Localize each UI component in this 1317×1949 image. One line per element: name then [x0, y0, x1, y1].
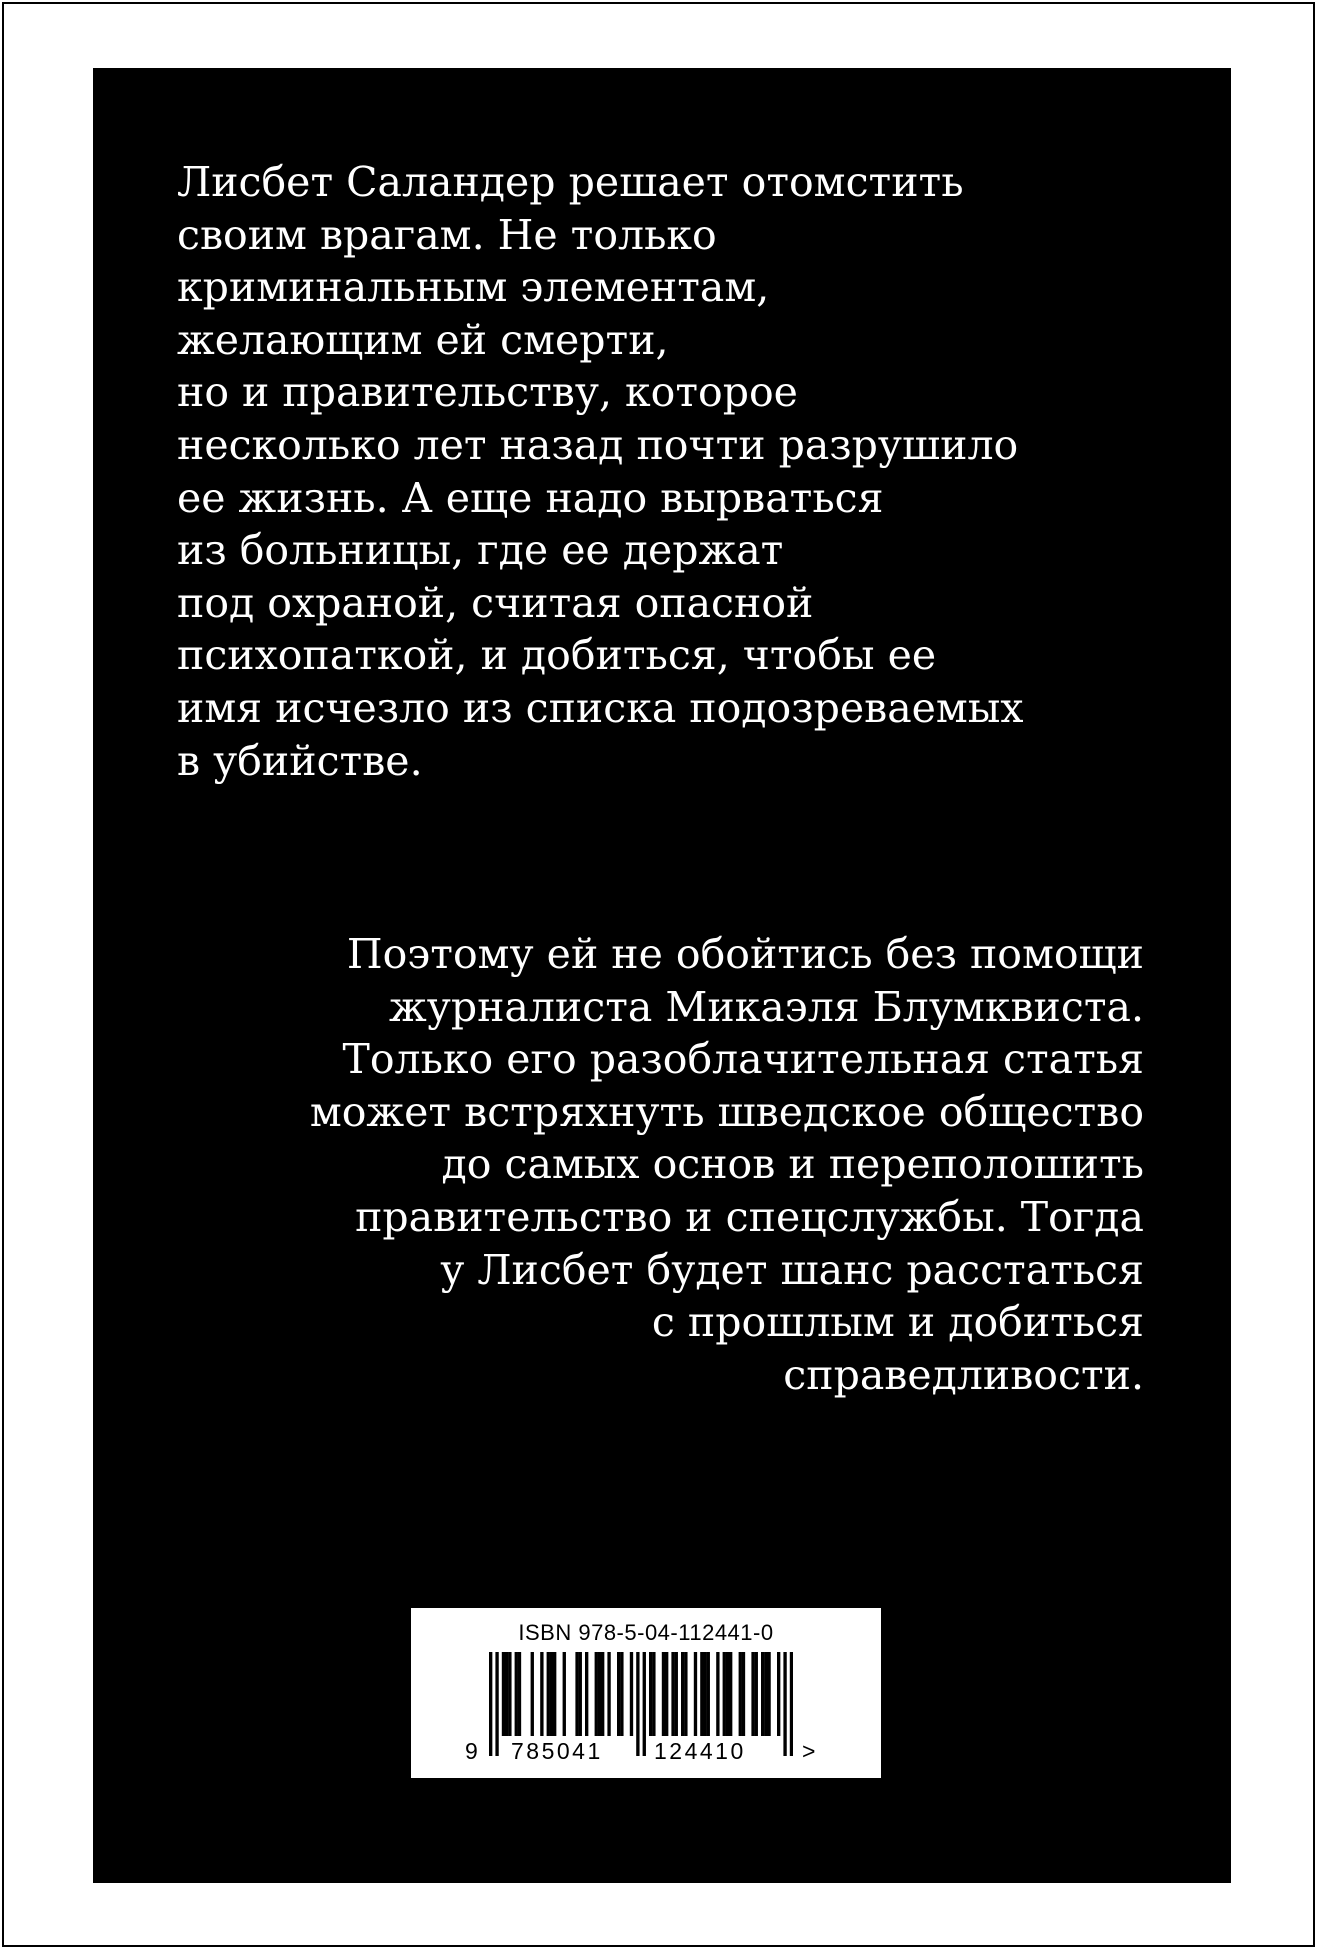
barcode-bar [518, 1652, 521, 1736]
barcode-bar [547, 1652, 550, 1736]
blurb-line: имя исчезло из списка подозреваемых [177, 683, 1024, 732]
barcode-bar [742, 1652, 745, 1736]
barcode-bar [723, 1652, 726, 1736]
barcode-bar [502, 1652, 505, 1736]
blurb-paragraph-2 [310, 928, 1144, 1401]
barcode-bar [751, 1652, 754, 1736]
barcode-bar [495, 1652, 498, 1756]
isbn-label: ISBN 978-5-04-112441-0 [518, 1620, 774, 1645]
barcode-bar [726, 1652, 729, 1736]
blurb-line: несколько лет назад почти разрушило [177, 420, 1019, 469]
barcode-bar [739, 1652, 742, 1736]
barcode-bar [585, 1652, 588, 1736]
barcode-bar [595, 1652, 598, 1736]
barcode-bar [649, 1652, 652, 1736]
barcode-bar [540, 1652, 543, 1736]
barcode-bar [783, 1652, 786, 1756]
blurb-line: ее жизнь. А еще надо вырваться [177, 473, 884, 522]
blurb-line: из больницы, где ее держат [177, 526, 784, 575]
barcode-bar [617, 1652, 620, 1736]
barcode-bar [681, 1652, 684, 1736]
blurb-line: криминальным элементам, [177, 263, 770, 312]
blurb-line: но и правительству, которое [177, 368, 798, 417]
barcode-bar [703, 1652, 706, 1736]
barcode-bar [508, 1652, 511, 1736]
barcode-bar [563, 1652, 566, 1736]
barcode-bar [777, 1652, 780, 1736]
blurb-paragraph-1 [177, 156, 1024, 787]
blurb-line: может встряхнуть шведское общество [309, 1087, 1144, 1136]
barcode-bar [505, 1652, 508, 1736]
barcode-bar [643, 1652, 646, 1756]
barcode-bar [601, 1652, 604, 1736]
barcode-bar [729, 1652, 732, 1736]
blurb-line: своим врагам. Не только [177, 210, 717, 259]
barcode-bar [652, 1652, 655, 1736]
barcode-bar [575, 1652, 578, 1736]
barcode-bar [598, 1652, 601, 1736]
isbn-barcode-box [411, 1608, 881, 1778]
barcode-bar [553, 1652, 556, 1736]
barcode-bar [707, 1652, 710, 1736]
blurb-line: Лисбет Саландер решает отомстить [177, 158, 964, 206]
barcode-bar [636, 1652, 639, 1756]
blurb-line: правительство и спецслужбы. Тогда [355, 1192, 1144, 1241]
blurb-line: справедливости. [783, 1350, 1144, 1399]
barcode-bar [764, 1652, 767, 1736]
barcode-bar [662, 1652, 665, 1736]
blurb-line: у Лисбет будет шанс расстаться [440, 1245, 1144, 1294]
blurb-line: с прошлым и добиться [651, 1298, 1144, 1347]
barcode-bar [694, 1652, 697, 1736]
barcode-bar [716, 1652, 719, 1736]
blurb-line: Только его разоблачительная статья [342, 1035, 1144, 1084]
barcode-digit-first: 9 [465, 1738, 481, 1764]
barcode-bar [755, 1652, 758, 1736]
barcode-bar [489, 1652, 492, 1756]
barcode-bar [665, 1652, 668, 1736]
book-back-cover [93, 68, 1231, 1883]
barcode-bar [515, 1652, 518, 1736]
barcode-bar [675, 1652, 678, 1736]
barcode-bar [761, 1652, 764, 1736]
barcode-digits-left: 785041 [511, 1738, 603, 1764]
barcode-bar [630, 1652, 633, 1736]
blurb-line: желающим ей смерти, [177, 315, 669, 364]
barcode-bar [579, 1652, 582, 1736]
blurb-line: Поэтому ей не обойтись без помощи [346, 930, 1144, 978]
page-frame [2, 2, 1315, 1947]
blurb-line: под охраной, считая опасной [177, 578, 814, 627]
blurb-line: до самых основ и переполошить [441, 1140, 1144, 1189]
barcode-bar [607, 1652, 610, 1736]
blurb-line: в убийстве. [177, 736, 423, 785]
barcode-bar [767, 1652, 770, 1736]
barcode-bar [684, 1652, 687, 1736]
barcode-bar [620, 1652, 623, 1736]
barcode-quiet-zone-mark: > [802, 1738, 818, 1764]
barcode-bar [531, 1652, 534, 1736]
barcode-bar [790, 1652, 793, 1756]
blurb-line: психопаткой, и добиться, чтобы ее [177, 631, 937, 680]
blurb-line: журналиста Микаэля Блумквиста. [389, 982, 1144, 1031]
barcode-bar [550, 1652, 553, 1736]
barcode-bar [700, 1652, 703, 1736]
barcode-bar [671, 1652, 674, 1736]
barcode-digits-right: 124410 [654, 1738, 746, 1764]
